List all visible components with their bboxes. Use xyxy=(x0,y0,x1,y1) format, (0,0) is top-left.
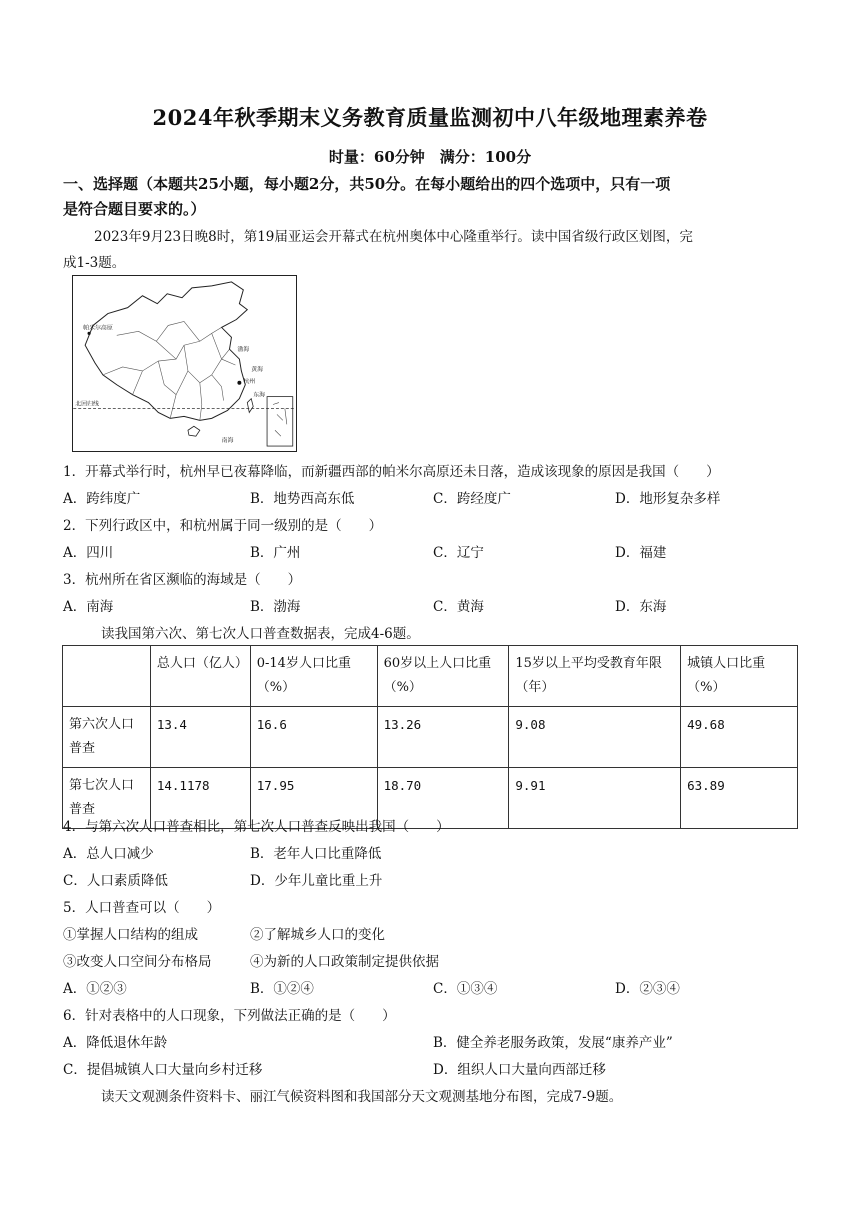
intro-1-3-line2: 成1-3题。 xyxy=(63,255,126,271)
intro-7-9: 读天文观测条件资料卡、丽江气候资料图和我国部分天文观测基地分布图，完成7-9题。 xyxy=(101,1089,623,1105)
china-province-map xyxy=(72,275,297,452)
map-label-pamir: 帕米尔高原 xyxy=(83,324,113,332)
table-header-cell: 城镇人口比重（%） xyxy=(681,646,798,707)
q3-option-c: C．黄海 xyxy=(433,599,484,615)
q1-option-d: D．地形复杂多样 xyxy=(615,491,721,507)
table-cell: 13.4 xyxy=(150,707,250,768)
q1-option-a: A．跨纬度广 xyxy=(63,491,141,507)
south-sea-islands xyxy=(273,403,287,437)
table-header-cell: 60岁以上人口比重（%） xyxy=(377,646,509,707)
table-cell: 13.26 xyxy=(377,707,509,768)
table-header-cell xyxy=(63,646,151,707)
q5-option-a: A．①②③ xyxy=(63,981,127,997)
pamir-point xyxy=(88,332,91,335)
table-cell: 9.08 xyxy=(509,707,681,768)
hainan-island xyxy=(188,426,200,436)
q4-option-d: D．少年儿童比重上升 xyxy=(250,873,383,889)
intro-4-6: 读我国第六次、第七次人口普查数据表，完成4-6题。 xyxy=(101,626,420,642)
table-row xyxy=(63,707,798,768)
q6-option-b: B．健全养老服务政策，发展“康养产业” xyxy=(433,1035,673,1051)
q2-option-c: C．辽宁 xyxy=(433,545,484,561)
question-6-stem: 6．针对表格中的人口现象，下列做法正确的是（ ） xyxy=(63,1008,396,1024)
table-cell: 9.91 xyxy=(509,768,681,829)
map-label-tropic: 北回归线 xyxy=(75,400,99,408)
q2-option-d: D．福建 xyxy=(615,545,667,561)
map-label-yellow-sea: 黄海 xyxy=(251,365,264,373)
table-cell: 49.68 xyxy=(681,707,798,768)
map-label-east-sea: 东海 xyxy=(253,391,266,399)
q4-option-a: A．总人口减少 xyxy=(63,846,154,862)
q5-statement-4: ④为新的人口政策制定提供依据 xyxy=(250,954,439,970)
map-label-hangzhou: 杭州 xyxy=(243,377,256,385)
q6-option-a: A．降低退休年龄 xyxy=(63,1035,168,1051)
table-header-row xyxy=(63,646,798,707)
question-4-stem: 4．与第六次人口普查相比，第七次人口普查反映出我国（ ） xyxy=(63,819,450,835)
hangzhou-point xyxy=(237,381,241,385)
q3-option-d: D．东海 xyxy=(615,599,667,615)
q2-option-a: A．四川 xyxy=(63,545,114,561)
q6-option-d: D．组织人口大量向西部迁移 xyxy=(433,1062,606,1078)
q5-statement-2: ②了解城乡人口的变化 xyxy=(250,927,385,943)
q5-statement-3: ③改变人口空间分布格局 xyxy=(63,954,212,970)
q1-option-c: C．跨经度广 xyxy=(433,491,511,507)
question-3-stem: 3．杭州所在省区濒临的海域是（ ） xyxy=(63,572,302,588)
map-label-south-sea: 南海 xyxy=(221,437,234,445)
q5-statement-1: ①掌握人口结构的组成 xyxy=(63,927,198,943)
table-cell: 17.95 xyxy=(250,768,377,829)
south-sea-inset xyxy=(267,397,293,446)
q3-option-a: A．南海 xyxy=(63,599,114,615)
section-heading-line2: 是符合题目要求的。） xyxy=(63,200,206,218)
section-heading-line1: 一、选择题（本题共25小题，每小题2分，共50分。在每小题给出的四个选项中，只有一项 xyxy=(63,175,671,193)
table-header-cell: 总人口（亿人） xyxy=(150,646,250,707)
table-cell: 14.1178 xyxy=(150,768,250,829)
census-table xyxy=(62,645,798,829)
exam-info: 时量：60分钟 满分：100分 xyxy=(328,148,532,166)
question-1-stem: 1．开幕式举行时，杭州早已夜幕降临，而新疆西部的帕米尔高原还未日落，造成该现象的原因是我国（ ） xyxy=(63,464,720,480)
q5-option-b: B．①②④ xyxy=(250,981,314,997)
table-cell: 16.6 xyxy=(250,707,377,768)
china-map-drawing xyxy=(73,276,296,451)
question-2-stem: 2．下列行政区中，和杭州属于同一级别的是（ ） xyxy=(63,518,383,534)
q5-option-d: D．②③④ xyxy=(615,981,680,997)
q3-option-b: B．渤海 xyxy=(250,599,301,615)
taiwan-island xyxy=(247,399,253,413)
table-cell: 63.89 xyxy=(681,768,798,829)
intro-1-3-line1: 2023年9月23日晚8时，第19届亚运会开幕式在杭州奥体中心隆重举行。读中国省级行政区划图，完 xyxy=(94,229,693,245)
map-label-bohai: 渤海 xyxy=(237,346,250,354)
table-cell: 18.70 xyxy=(377,768,509,829)
table-cell: 第七次人口普查 xyxy=(63,768,151,829)
q2-option-b: B．广州 xyxy=(250,545,301,561)
q5-option-c: C．①③④ xyxy=(433,981,498,997)
table-header-cell: 0-14岁人口比重（%） xyxy=(250,646,377,707)
table-cell: 第六次人口普查 xyxy=(63,707,151,768)
q4-option-b: B．老年人口比重降低 xyxy=(250,846,382,862)
province-lines xyxy=(103,321,235,420)
q4-option-c: C．人口素质降低 xyxy=(63,873,168,889)
page-title: 2024年秋季期末义务教育质量监测初中八年级地理素养卷 xyxy=(152,105,708,130)
q6-option-c: C．提倡城镇人口大量向乡村迁移 xyxy=(63,1062,263,1078)
question-5-stem: 5．人口普查可以（ ） xyxy=(63,900,221,916)
q1-option-b: B．地势西高东低 xyxy=(250,491,355,507)
table-header-cell: 15岁以上平均受教育年限（年） xyxy=(509,646,681,707)
